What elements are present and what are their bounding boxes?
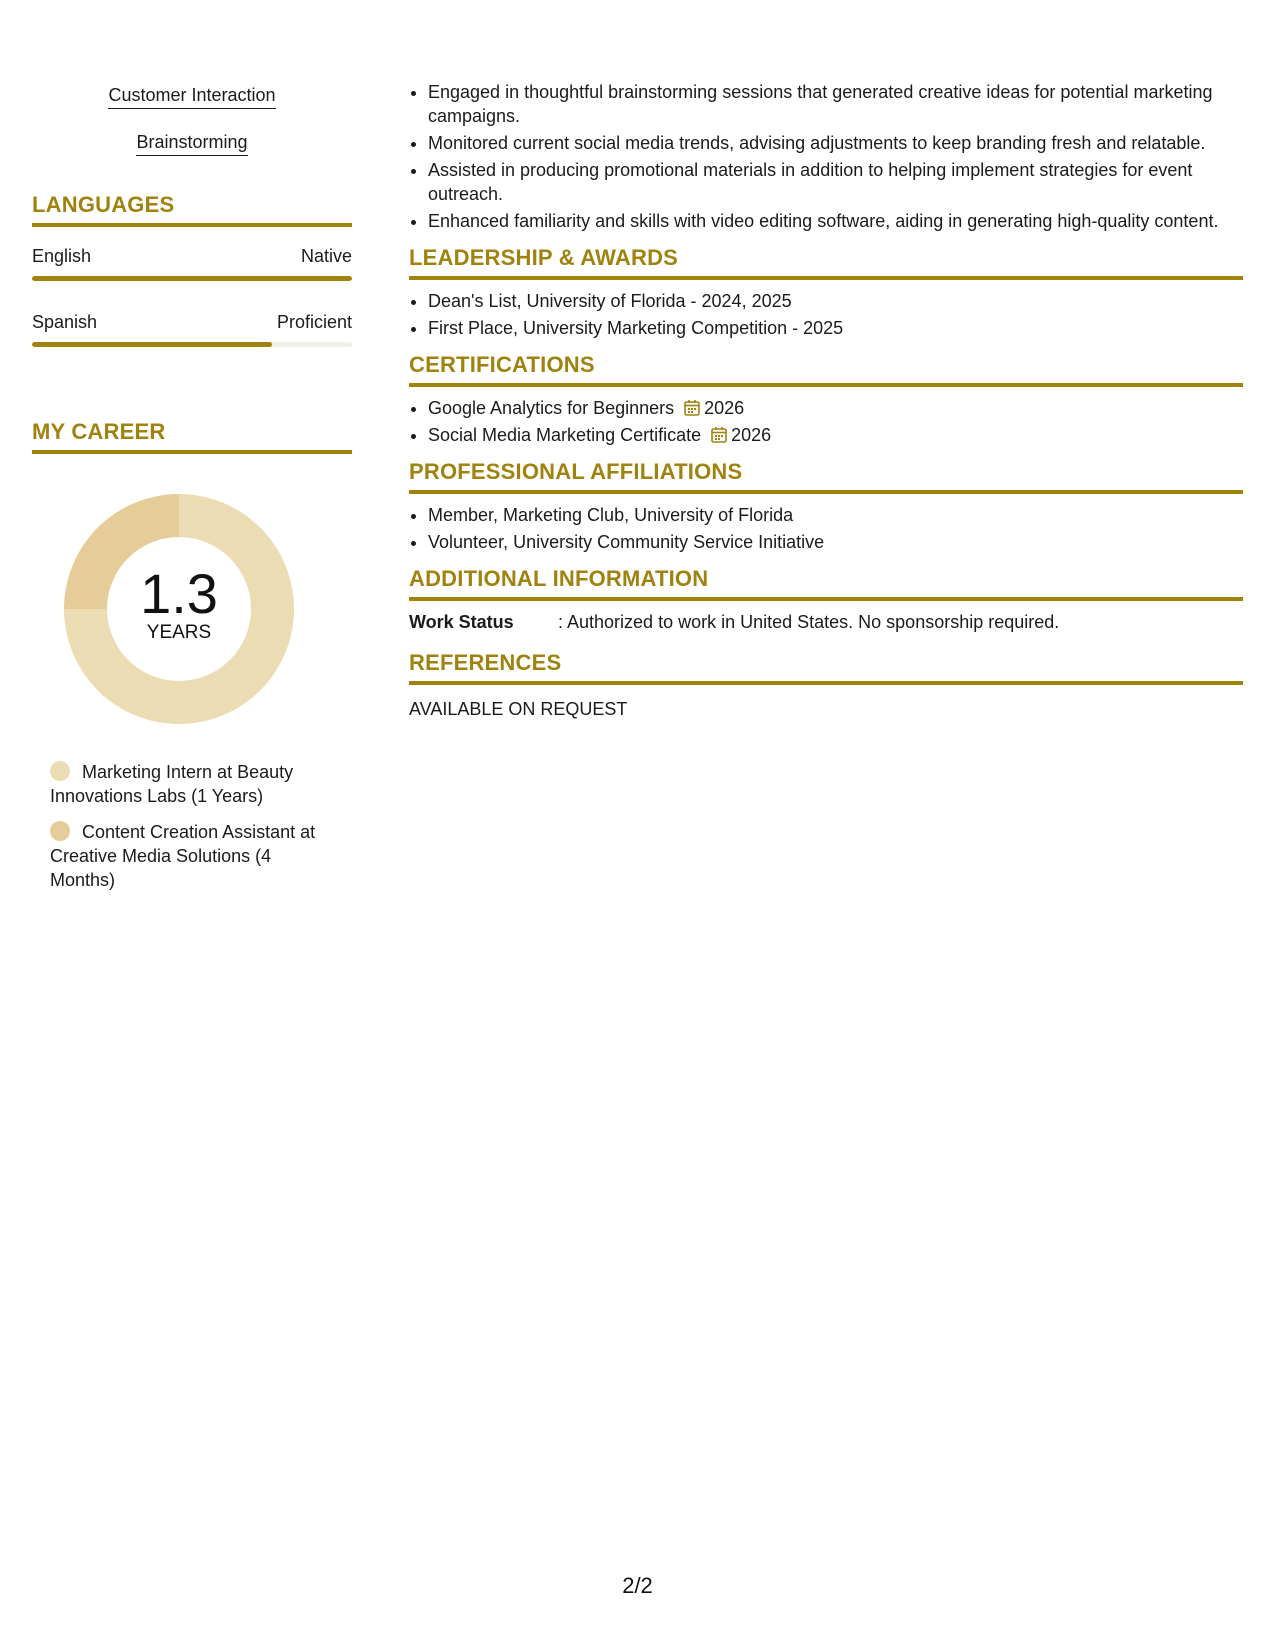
language-row: [32, 311, 352, 333]
career-legend-label: Content Creation Assistant at Creative Media Solutions (4 Months): [50, 822, 316, 890]
certification-year: 2026: [704, 398, 745, 418]
certifications-heading: CERTIFICATIONS: [409, 352, 1243, 387]
skill-label: Brainstorming: [136, 131, 247, 156]
work-status-row: [409, 610, 1243, 634]
experience-bullet: • Enhanced familiarity and skills with video editing software, aiding in generating high-quality content.: [428, 209, 1243, 233]
language-level: Native: [300, 246, 352, 266]
career-heading: MY CAREER: [32, 419, 352, 454]
certifications-list: [409, 396, 1243, 447]
language-proficiency-bar: [32, 342, 352, 347]
certification-name: Google Analytics for Beginners: [428, 398, 675, 418]
certification-item: [428, 396, 1243, 420]
experience-bullet: • Assisted in producing promotional materials in addition to helping implement strategies for event outreach.: [428, 158, 1243, 206]
career-total-number: 1.3: [140, 562, 218, 625]
leadership-heading: LEADERSHIP & AWARDS: [409, 245, 1243, 280]
language-proficiency-fill: [32, 342, 272, 347]
certification-item: [428, 423, 1243, 447]
language-proficiency-fill: [32, 276, 352, 281]
work-status-label: Work Status: [409, 612, 514, 632]
skill-item: [32, 131, 352, 156]
references-heading: REFERENCES: [409, 650, 1243, 685]
calendar-icon: [684, 399, 700, 416]
language-name: English: [32, 246, 92, 266]
page-number: 2/2: [622, 1573, 653, 1598]
affiliations-list: [409, 503, 1243, 554]
career-legend: [50, 760, 320, 892]
legend-dot-icon: [50, 761, 70, 781]
certification-year: 2026: [731, 425, 772, 445]
languages-heading: LANGUAGES: [32, 192, 352, 227]
calendar-icon: [711, 426, 727, 443]
legend-dot-icon: [50, 821, 70, 841]
leadership-item: • First Place, University Marketing Competition - 2025: [428, 316, 1243, 340]
certification-name: Social Media Marketing Certificate: [428, 425, 702, 445]
career-legend-label: Marketing Intern at Beauty Innovations Labs (1 Years): [50, 762, 294, 806]
career-legend-item: [50, 820, 320, 892]
affiliation-item: • Member, Marketing Club, University of Florida: [428, 503, 1243, 527]
leadership-list: [409, 289, 1243, 340]
language-level: Proficient: [276, 312, 352, 332]
language-row: [32, 245, 352, 267]
right-column: [409, 80, 1243, 721]
affiliations-heading: PROFESSIONAL AFFILIATIONS: [409, 459, 1243, 494]
references-text: AVAILABLE ON REQUEST: [409, 699, 628, 719]
experience-bullet: • Monitored current social media trends, advising adjustments to keep branding fresh and relatable.: [428, 131, 1243, 155]
additional-info-heading: ADDITIONAL INFORMATION: [409, 566, 1243, 601]
experience-bullet: • Engaged in thoughtful brainstorming sessions that generated creative ideas for potential marketing campaigns.: [428, 80, 1243, 128]
career-total: [64, 564, 294, 644]
career-legend-item: [50, 760, 320, 808]
career-total-unit: YEARS: [146, 622, 212, 643]
leadership-item: • Dean's List, University of Florida - 2024, 2025: [428, 289, 1243, 313]
skill-label: Customer Interaction: [108, 84, 275, 109]
language-proficiency-bar: [32, 276, 352, 281]
experience-bullet-list: [409, 80, 1243, 233]
language-name: Spanish: [32, 312, 98, 332]
affiliation-item: • Volunteer, University Community Service Initiative: [428, 530, 1243, 554]
career-donut-chart: [64, 494, 294, 724]
work-status-value: : Authorized to work in United States. No sponsorship required.: [558, 612, 1060, 632]
left-column: [32, 84, 352, 904]
skill-item: [32, 84, 352, 109]
